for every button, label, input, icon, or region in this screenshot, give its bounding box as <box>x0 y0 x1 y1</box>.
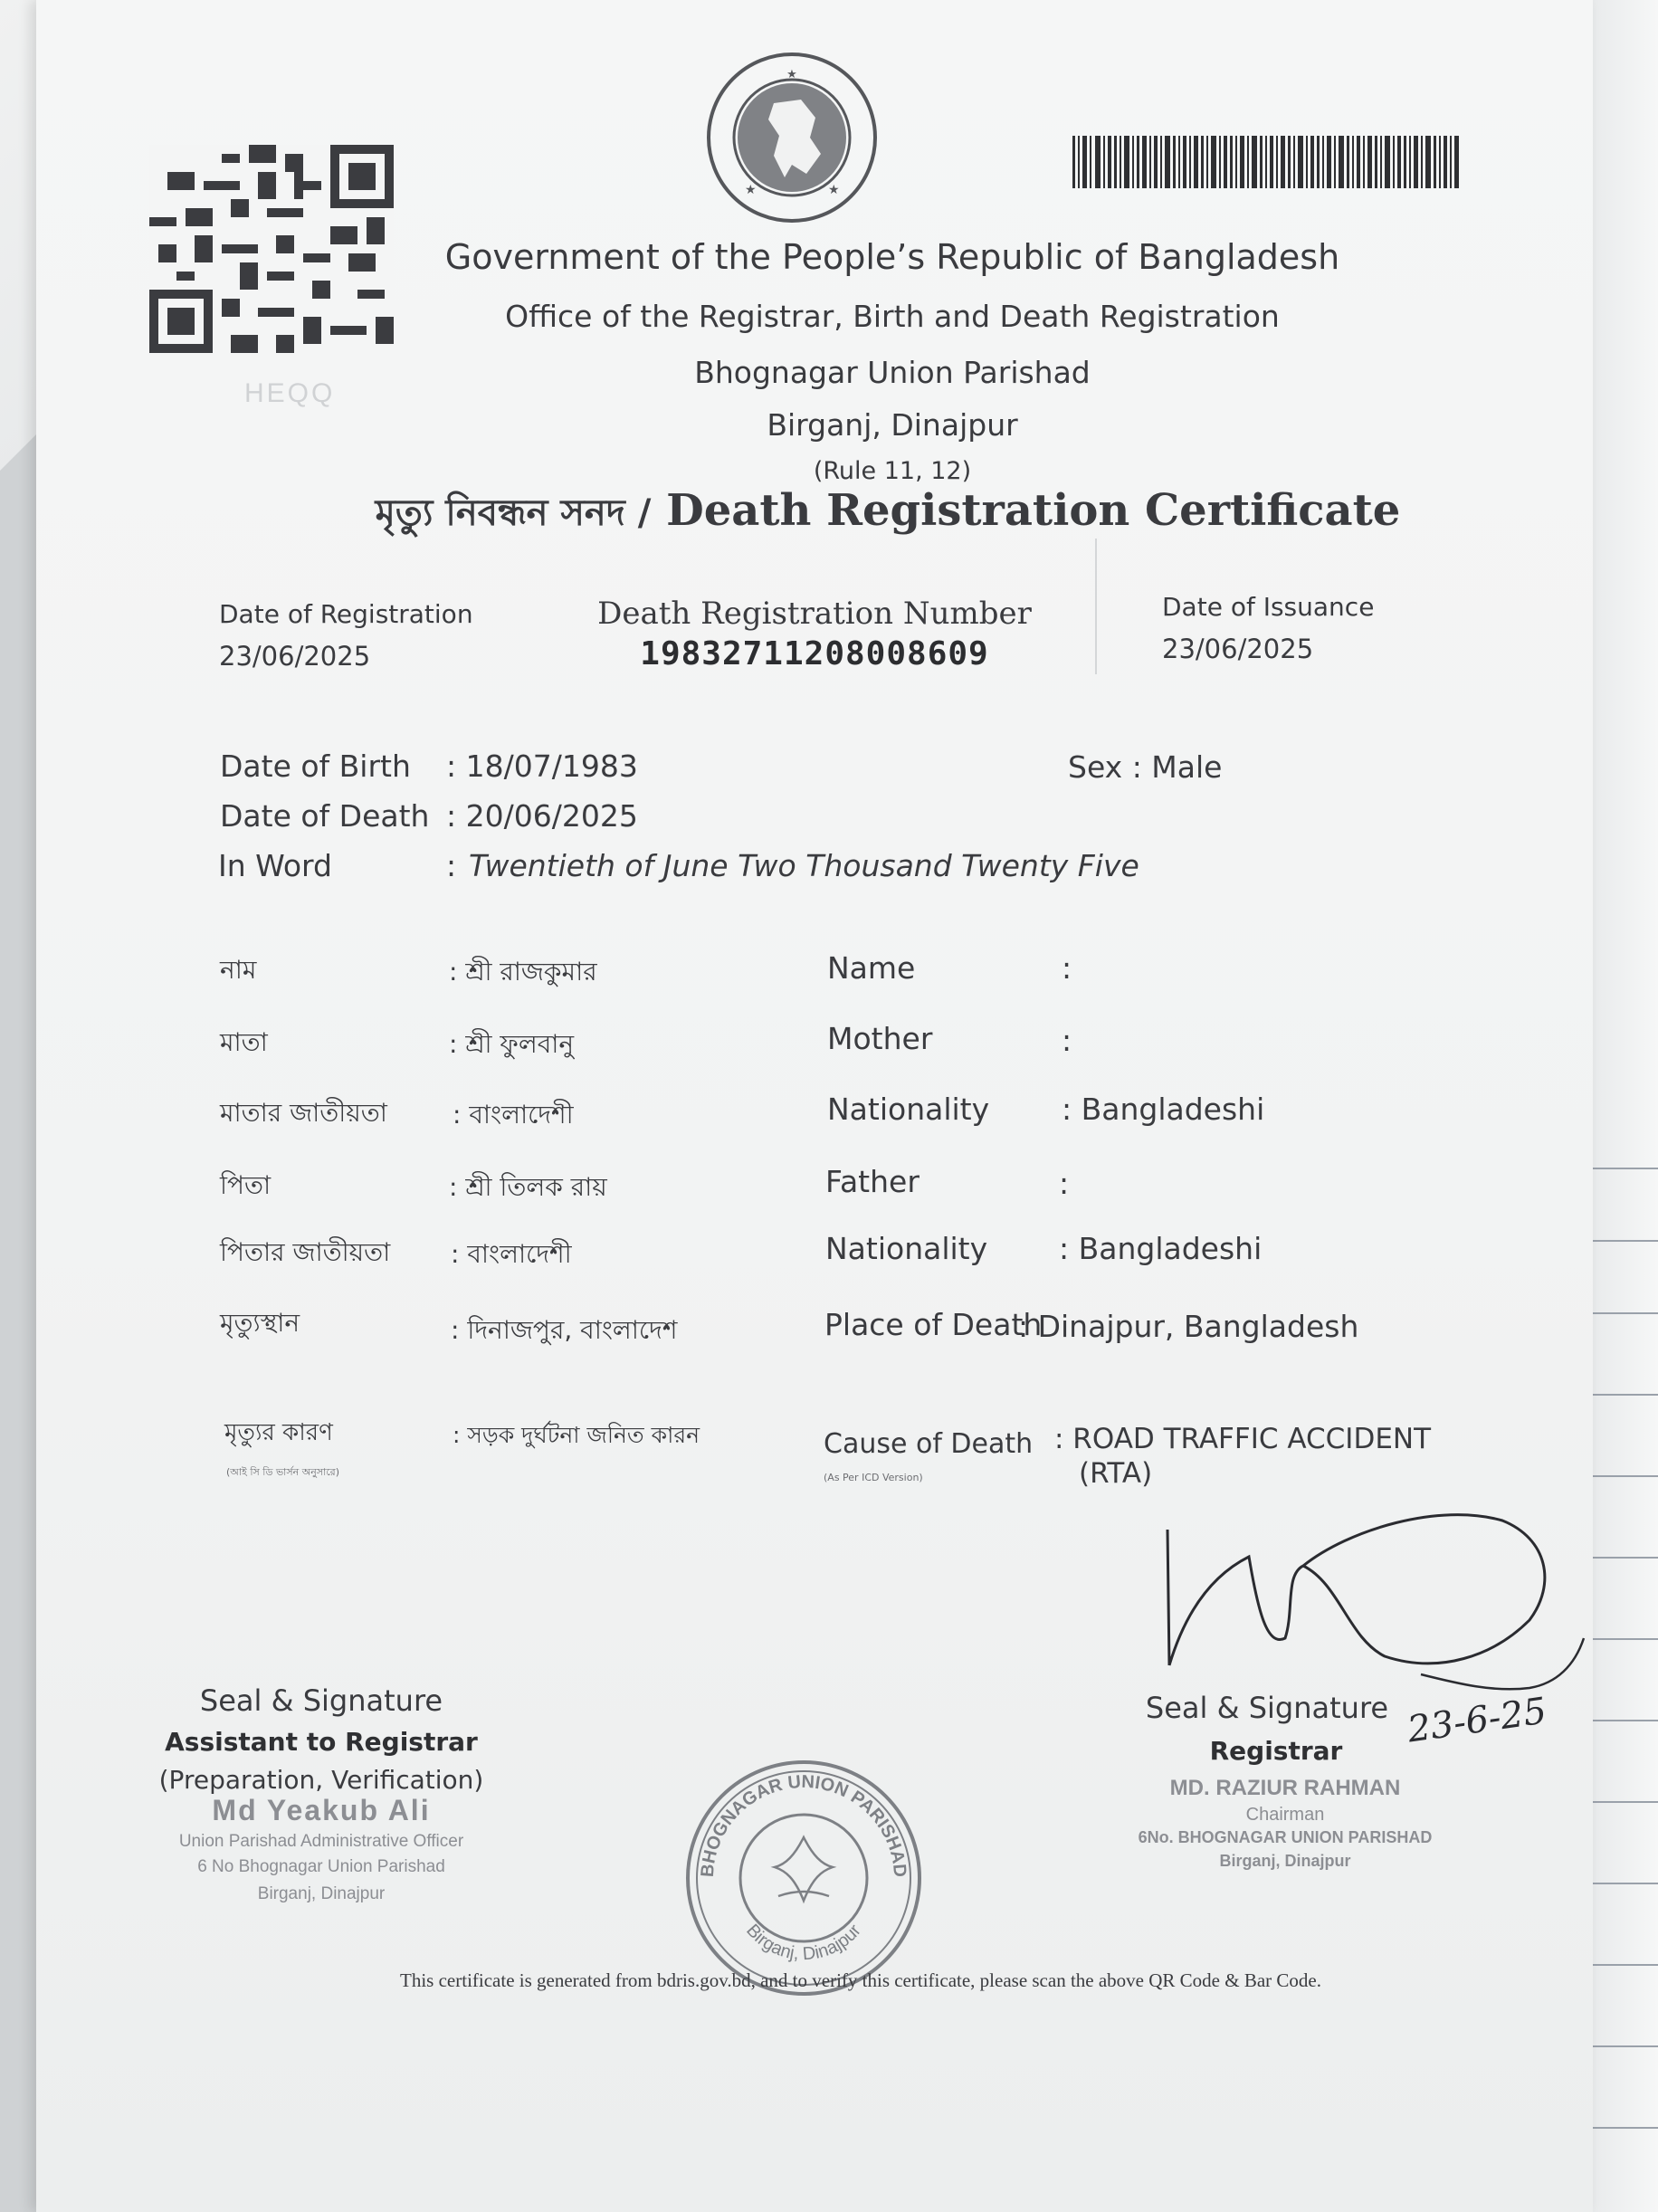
father-nationality-bn-label: পিতার জাতীয়তা <box>220 1237 391 1267</box>
father-bn-value: : শ্রী তিলক রায় <box>449 1172 607 1202</box>
location-heading: Birganj, Dinajpur <box>767 407 1018 443</box>
divider <box>1095 539 1097 674</box>
cause-bn-label: মৃত্যুর কারণ <box>224 1419 333 1446</box>
place-of-death-bn-value: : দিনাজপুর, বাংলাদেশ <box>451 1315 678 1345</box>
cause-value-line1: : ROAD TRAFFIC ACCIDENT <box>1054 1423 1432 1455</box>
svg-text:★: ★ <box>786 68 797 81</box>
seal-ring-text: BHOGNAGAR UNION PARISHAD <box>697 1771 910 1878</box>
assistant-registrar-label: Assistant to Registrar <box>165 1727 478 1757</box>
date-of-issuance-value: 23/06/2025 <box>1162 634 1314 664</box>
government-heading: Government of the People’s Republic of Bangladesh <box>444 237 1340 277</box>
barcode-icon <box>1072 136 1462 188</box>
certificate-title <box>0 484 1658 545</box>
government-emblem-icon <box>701 47 882 228</box>
left-seal-heading: Seal & Signature <box>199 1683 443 1718</box>
union-heading: Bhognagar Union Parishad <box>694 355 1091 390</box>
registrar-stamp-title: Chairman <box>1245 1805 1325 1825</box>
assistant-stamp-name: Md Yeakub Ali <box>212 1794 431 1826</box>
rule-text: (Rule 11, 12) <box>813 457 972 485</box>
name-bn-label: নাম <box>220 955 257 985</box>
mother-value: : <box>1062 1023 1072 1058</box>
dob-label: Date of Birth <box>220 748 411 784</box>
certificate-title-en: Death Registration Certificate <box>666 485 1401 536</box>
svg-text:★: ★ <box>745 183 757 197</box>
cause-bn-note: (আই সি ডি ভার্সন অনুসারে) <box>226 1466 340 1478</box>
registrar-stamp-union: 6No. BHOGNAGAR UNION PARISHAD <box>1138 1828 1433 1846</box>
assistant-stamp-union: 6 No Bhognagar Union Parishad <box>197 1857 445 1876</box>
inword-colon: : <box>446 848 457 883</box>
inword-label: In Word <box>218 848 332 883</box>
dod-value: : 20/06/2025 <box>446 798 638 834</box>
mother-bn-label: মাতা <box>220 1027 268 1057</box>
cause-bn-value: : সড়ক দুর্ঘটনা জনিত কারন <box>453 1422 700 1448</box>
registrar-stamp-name: MD. RAZIUR RAHMAN <box>1169 1776 1401 1800</box>
registration-number-label: Death Registration Number <box>597 596 1032 632</box>
father-value: : <box>1059 1166 1070 1201</box>
cause-value-line2: (RTA) <box>1079 1457 1153 1490</box>
svg-text:★: ★ <box>828 183 840 197</box>
place-of-death-label: Place of Death <box>824 1307 1043 1342</box>
preparation-verification-label: (Preparation, Verification) <box>158 1765 484 1795</box>
assistant-stamp-title: Union Parishad Administrative Officer <box>178 1832 464 1851</box>
cause-note: (As Per ICD Version) <box>824 1472 923 1483</box>
cause-label: Cause of Death <box>824 1428 1034 1460</box>
assistant-stamp-place: Birganj, Dinajpur <box>257 1884 386 1903</box>
dob-value: : 18/07/1983 <box>446 748 638 784</box>
father-nationality-label: Nationality <box>825 1231 988 1266</box>
handwritten-date: 23-6-25 <box>1405 1690 1549 1751</box>
inword-value: Twentieth of June Two Thousand Twenty Five <box>469 848 1139 883</box>
mother-nationality-label: Nationality <box>827 1092 990 1127</box>
father-label: Father <box>825 1164 920 1199</box>
mother-label: Mother <box>827 1021 933 1056</box>
registrar-stamp-place: Birganj, Dinajpur <box>1219 1852 1351 1870</box>
name-bn-value: : শ্রী রাজকুমার <box>449 957 597 987</box>
date-of-registration-label: Date of Registration <box>219 599 473 629</box>
name-value: : <box>1062 950 1072 986</box>
father-nationality-bn-value: : বাংলাদেশী <box>451 1239 572 1269</box>
right-seal-heading: Seal & Signature <box>1145 1691 1389 1725</box>
mother-nationality-bn-value: : বাংলাদেশী <box>453 1100 574 1130</box>
mother-bn-value: : শ্রী ফুলবানু <box>449 1029 575 1059</box>
father-bn-label: পিতা <box>220 1170 272 1200</box>
seal-bottom-text: Birganj, Dinajpur <box>742 1920 865 1965</box>
date-of-registration-value: 23/06/2025 <box>219 641 371 672</box>
dod-label: Date of Death <box>220 798 430 834</box>
registration-number-value: 19832711208008609 <box>640 635 989 672</box>
name-label: Name <box>827 950 916 986</box>
qr-code-caption: HEQQ <box>244 378 336 408</box>
footer-note: This certificate is generated from bdris.gov.bd, and to verify this certificate, please scan the above QR Code & Bar Code. <box>400 1969 1321 1991</box>
office-heading: Office of the Registrar, Birth and Death Registration <box>505 299 1280 334</box>
place-of-death-value: : Dinajpur, Bangladesh <box>1018 1309 1359 1344</box>
father-nationality-value: : Bangladeshi <box>1059 1231 1263 1266</box>
sex-value: Sex : Male <box>1068 749 1223 785</box>
mother-nationality-value: : Bangladeshi <box>1062 1092 1265 1127</box>
registrar-label: Registrar <box>1209 1736 1343 1766</box>
mother-nationality-bn-label: মাতার জাতীয়তা <box>220 1098 387 1128</box>
date-of-issuance-label: Date of Issuance <box>1162 592 1375 622</box>
place-of-death-bn-label: মৃত্যুস্থান <box>220 1308 300 1338</box>
certificate-title-bn: মৃত্যু নিবন্ধন সনদ / <box>375 492 652 534</box>
union-parishad-seal-icon <box>677 1751 930 2005</box>
